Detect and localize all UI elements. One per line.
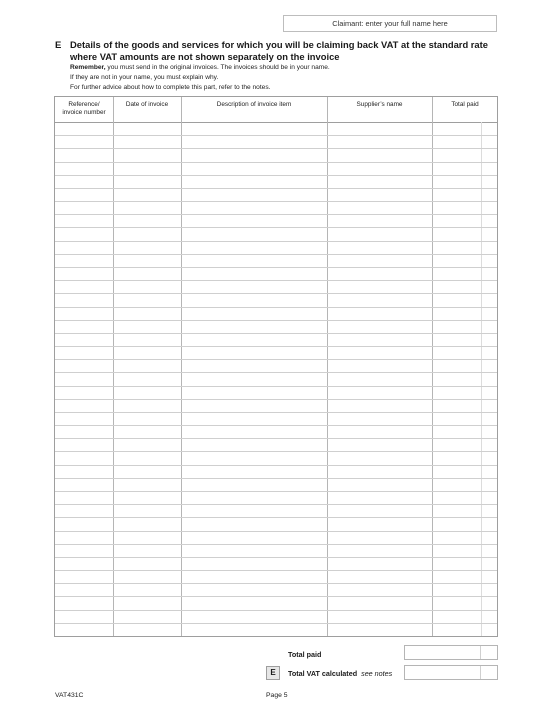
- row-divider: [55, 583, 497, 584]
- table-row[interactable]: [55, 359, 497, 372]
- row-divider: [55, 267, 497, 268]
- row-divider: [55, 438, 497, 439]
- row-divider: [55, 399, 497, 400]
- row-divider: [55, 201, 497, 202]
- row-divider: [55, 517, 497, 518]
- row-divider: [55, 135, 497, 136]
- table-row[interactable]: [55, 491, 497, 504]
- row-divider: [55, 557, 497, 558]
- page-number: Page 5: [266, 692, 288, 699]
- table-row[interactable]: [55, 135, 497, 148]
- pence-divider: [480, 666, 481, 679]
- row-divider: [55, 596, 497, 597]
- table-row[interactable]: [55, 175, 497, 188]
- section-notes: [70, 63, 330, 93]
- row-divider: [55, 504, 497, 505]
- row-divider: [55, 280, 497, 281]
- row-divider: [55, 333, 497, 334]
- table-row[interactable]: [55, 465, 497, 478]
- row-divider: [55, 425, 497, 426]
- row-divider: [55, 451, 497, 452]
- table-row[interactable]: [55, 293, 497, 306]
- table-row[interactable]: [55, 517, 497, 530]
- section-e-badge: E: [266, 666, 280, 680]
- table-row[interactable]: [55, 201, 497, 214]
- header-reference: Reference/ invoice number: [62, 101, 106, 116]
- table-row[interactable]: [55, 346, 497, 359]
- remember-note: Remember, you must send in the original invoices. The invoices should be in your name.: [70, 64, 330, 71]
- total-vat-label: Total VAT calculated see notes: [288, 669, 393, 678]
- table-row[interactable]: [55, 531, 497, 544]
- table-row[interactable]: [55, 214, 497, 227]
- table-row[interactable]: [55, 504, 497, 517]
- table-row[interactable]: [55, 162, 497, 175]
- row-divider: [55, 148, 497, 149]
- table-row[interactable]: [55, 320, 497, 333]
- row-divider: [55, 175, 497, 176]
- table-row[interactable]: [55, 596, 497, 609]
- table-row[interactable]: [55, 623, 497, 636]
- table-row[interactable]: [55, 425, 497, 438]
- header-description: Description of invoice item: [216, 101, 292, 108]
- table-row[interactable]: [55, 188, 497, 201]
- row-divider: [55, 386, 497, 387]
- table-row[interactable]: [55, 254, 497, 267]
- row-divider: [55, 307, 497, 308]
- row-divider: [55, 544, 497, 545]
- total-paid-field[interactable]: [404, 645, 498, 660]
- advice-note: For further advice about how to complete this part, refer to the notes.: [70, 84, 271, 91]
- row-divider: [55, 372, 497, 373]
- table-row[interactable]: [55, 557, 497, 570]
- row-divider: [55, 227, 497, 228]
- table-row[interactable]: [55, 478, 497, 491]
- see-notes-text: see notes: [361, 669, 393, 678]
- section-title: Details of the goods and services for which you will be claiming back VAT at the standard rate where VAT amounts are not shown separately on the invoice: [70, 39, 488, 62]
- row-divider: [55, 570, 497, 571]
- row-divider: [55, 254, 497, 255]
- table-row[interactable]: [55, 122, 497, 135]
- row-divider: [55, 346, 497, 347]
- table-row[interactable]: [55, 451, 497, 464]
- table-row[interactable]: [55, 148, 497, 161]
- total-vat-field[interactable]: [404, 665, 498, 680]
- table-row[interactable]: [55, 333, 497, 346]
- section-letter: E: [55, 40, 62, 51]
- table-row[interactable]: [55, 544, 497, 557]
- table-row[interactable]: [55, 386, 497, 399]
- row-divider: [55, 241, 497, 242]
- row-divider: [55, 359, 497, 360]
- name-note: If they are not in your name, you must explain why.: [70, 74, 219, 81]
- row-divider: [55, 293, 497, 294]
- row-divider: [55, 465, 497, 466]
- table-row[interactable]: [55, 412, 497, 425]
- table-row[interactable]: [55, 583, 497, 596]
- header-date: Date of invoice: [125, 101, 169, 108]
- row-divider: [55, 610, 497, 611]
- header-total: Total paid: [451, 101, 479, 108]
- table-row[interactable]: [55, 280, 497, 293]
- table-row[interactable]: [55, 227, 497, 240]
- table-row[interactable]: [55, 610, 497, 623]
- total-paid-label: Total paid: [288, 650, 322, 659]
- row-divider: [55, 412, 497, 413]
- invoice-table: [54, 96, 498, 637]
- table-row[interactable]: [55, 438, 497, 451]
- table-row[interactable]: [55, 399, 497, 412]
- row-divider: [55, 320, 497, 321]
- header-supplier: Supplier’s name: [356, 101, 403, 108]
- row-divider: [55, 214, 497, 215]
- row-divider: [55, 491, 497, 492]
- table-row[interactable]: [55, 241, 497, 254]
- pence-divider: [480, 646, 481, 659]
- row-divider: [55, 162, 497, 163]
- row-divider: [55, 623, 497, 624]
- claimant-name-field[interactable]: Claimant: enter your full name here: [283, 15, 497, 32]
- table-row[interactable]: [55, 307, 497, 320]
- table-row[interactable]: [55, 372, 497, 385]
- table-row[interactable]: [55, 570, 497, 583]
- row-divider: [55, 188, 497, 189]
- table-row[interactable]: [55, 267, 497, 280]
- row-divider: [55, 531, 497, 532]
- row-divider: [55, 478, 497, 479]
- form-code: VAT431C: [55, 692, 84, 699]
